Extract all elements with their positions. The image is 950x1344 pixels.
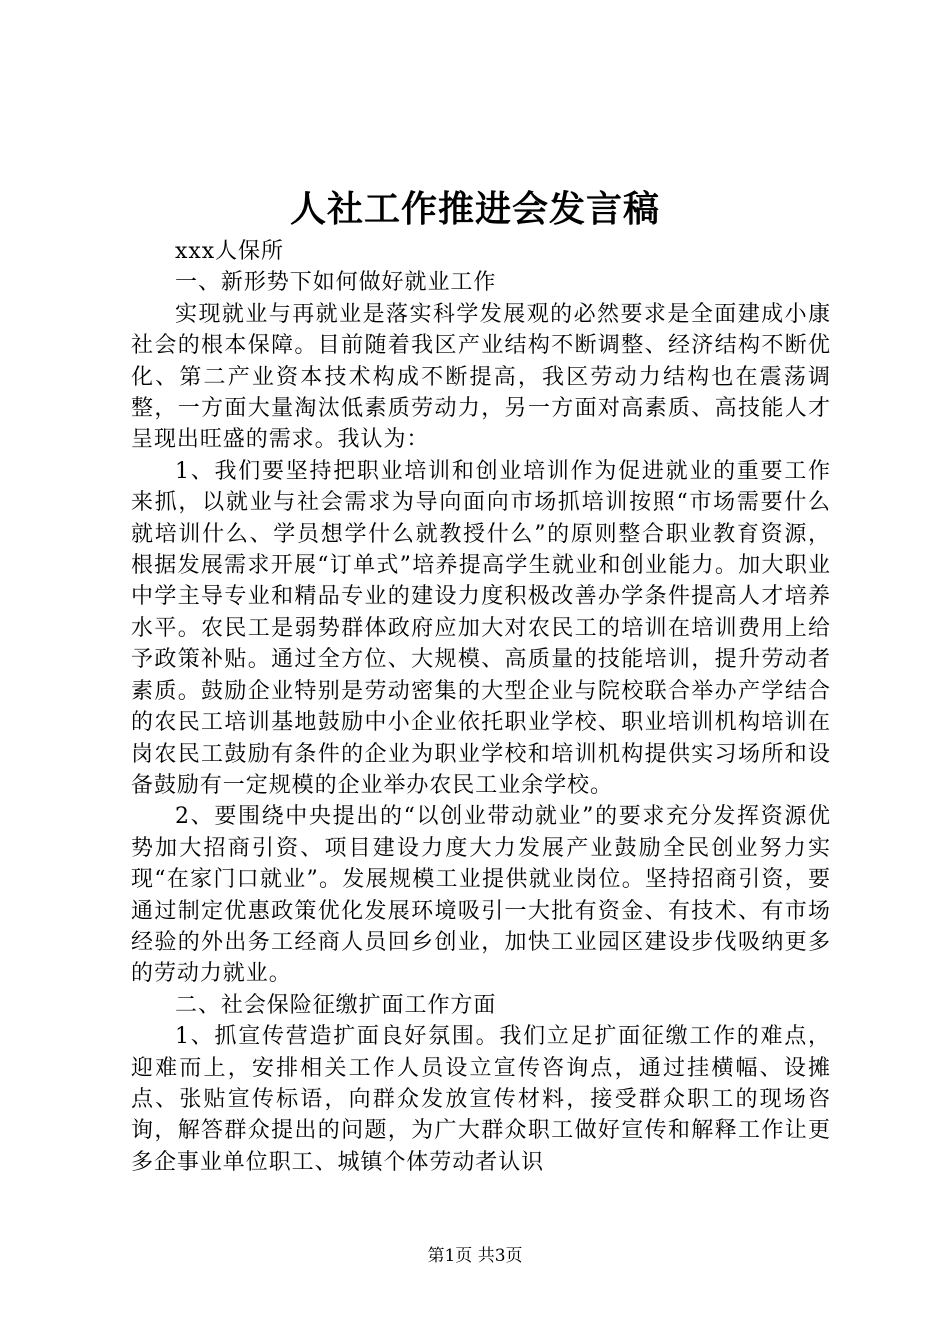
body-paragraph: 2、要围绕中央提出的“以创业带动就业”的要求充分发挥资源优势加大招商引资、项目建设力度大力发展产业鼓励全民创业努力实现“在家门口就业”。发展规模工业提供就业岗位。坚持招商引资，要通过制定优惠政策优化发展环境吸引一大批有资金、有技术、有市场经验的外出务工经商人员回乡创业，加快工业园区建设步伐吸纳更多的劳动力就业。: [131, 804, 831, 987]
body-paragraph: 实现就业与再就业是落实科学发展观的必然要求是全面建成小康社会的根本保障。目前随着我区产业结构不断调整、经济结构不断优化、第二产业资本技术构成不断提高，我区劳动力结构也在震荡调整，一方面大量淘汰低素质劳动力，另一方面对高素质、高技能人才呈现出旺盛的需求。我认为：: [131, 301, 831, 453]
section-heading: 二、社会保险征缴扩面工作方面: [175, 992, 497, 1018]
document-title: 人社工作推进会发言稿: [289, 188, 660, 230]
section-heading: 一、新形势下如何做好就业工作: [175, 270, 497, 296]
document-body: [131, 236, 831, 1178]
body-paragraph: 1、抓宣传营造扩面良好氛围。我们立足扩面征缴工作的难点，迎难而上，安排相关工作人员设立宣传咨询点，通过挂横幅、设摊点、张贴宣传标语，向群众发放宣传材料，接受群众职工的现场咨询，解答群众提出的问题，为广大群众职工做好宣传和解释工作让更多企事业单位职工、城镇个体劳动者认识: [131, 1024, 831, 1175]
body-paragraph: 1、我们要坚持把职业培训和创业培训作为促进就业的重要工作来抓，以就业与社会需求为导向面向市场抓培训按照“市场需要什么就培训什么、学员想学什么就教授什么”的原则整合职业教育资源，根据发展需求开展“订单式”培养提高学生就业和创业能力。加大职业中学主导专业和精品专业的建设力度积极改善办学条件提高人才培养水平。农民工是弱势群体政府应加大对农民工的培训在培训费用上给予政策补贴。通过全方位、大规模、高质量的技能培训，提升劳动者素质。鼓励企业特别是劳动密集的大型企业与院校联合举办产学结合的农民工培训基地鼓励中小企业依托职业学校、职业培训机构培训在岗农民工鼓励有条件的企业为职业学校和培训机构提供实习场所和设备鼓励有一定规模的企业举办农民工业余学校。: [131, 458, 831, 798]
page-number-footer: 第1页 共3页: [427, 1246, 523, 1266]
author-line: xxx人保所: [175, 239, 284, 264]
